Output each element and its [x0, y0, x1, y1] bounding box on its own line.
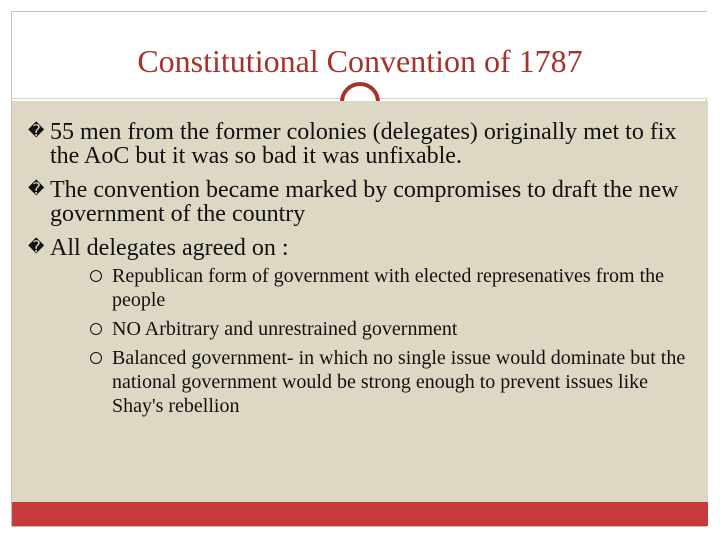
content-panel	[12, 101, 708, 502]
sub-bullet-item	[90, 346, 700, 418]
bullet-item	[20, 119, 700, 168]
bullet-marker-icon: �	[28, 121, 45, 140]
bullet-item	[20, 235, 700, 418]
bullet-marker-icon: �	[28, 237, 45, 256]
circle-bullet-icon	[90, 270, 102, 282]
bullet-text: 55 men from the former colonies (delegates) originally met to fix the AoC but it was so bad it was unfixable.	[50, 119, 677, 169]
sub-bullet-item	[90, 264, 700, 312]
bullet-text: The convention became marked by compromises to draft the new government of the country	[50, 177, 679, 227]
sub-bullet-text: NO Arbitrary and unrestrained government	[112, 318, 458, 340]
sub-bullet-item	[90, 317, 700, 341]
title-divider-left	[12, 98, 342, 99]
bullet-text: All delegates agreed on :	[50, 235, 289, 261]
bullet-marker-icon: �	[28, 179, 45, 198]
bullet-list	[20, 119, 700, 427]
sub-bullet-list	[50, 264, 700, 418]
sub-bullet-text: Balanced government- in which no single issue would dominate but the national government would be strong enough to prevent issues like Shay's rebellion	[112, 347, 686, 417]
bullet-item	[20, 177, 700, 226]
circle-bullet-icon	[90, 323, 102, 335]
circle-bullet-icon	[90, 352, 102, 364]
sub-bullet-text: Republican form of government with elected represenatives from the people	[112, 265, 665, 311]
slide-title: Constitutional Convention of 1787	[137, 43, 583, 79]
title-divider-right	[380, 98, 707, 99]
bottom-accent-bar	[12, 502, 708, 526]
